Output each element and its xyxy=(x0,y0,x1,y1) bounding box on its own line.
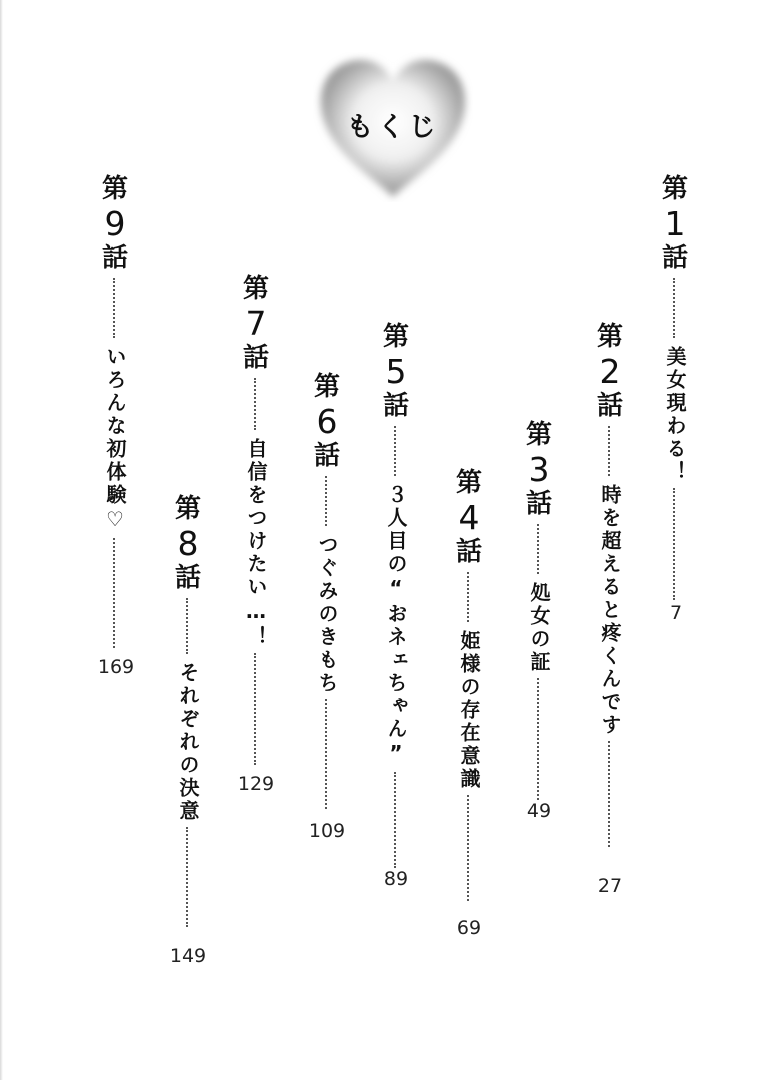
chapter-number: 9 xyxy=(104,204,126,243)
chapter-number: 4 xyxy=(458,498,480,537)
chapter-prefix: 第 xyxy=(525,420,552,450)
chapter-suffix: 話 xyxy=(525,489,552,519)
chapter-suffix: 話 xyxy=(174,563,201,593)
chapter-prefix: 第 xyxy=(174,494,201,524)
chapter-title: 処女の証 xyxy=(527,582,551,674)
chapter-2-entry xyxy=(588,322,632,847)
chapter-title: つぐみのきもち xyxy=(315,534,339,695)
leader-dots xyxy=(467,795,471,901)
chapter-number: 8 xyxy=(177,524,199,563)
chapter-number: 3 xyxy=(528,450,550,489)
chapter-8-page: 149 xyxy=(169,945,207,967)
leader-dots xyxy=(254,378,258,430)
page-edge xyxy=(0,0,3,1080)
chapter-3-page: 49 xyxy=(526,800,552,822)
leader-dots xyxy=(467,572,471,622)
leader-dots xyxy=(186,827,190,927)
leader-dots xyxy=(537,678,541,800)
chapter-1-entry xyxy=(653,174,697,600)
chapter-number: 5 xyxy=(385,352,407,391)
chapter-title: それぞれの決意 xyxy=(176,662,200,823)
leader-dots xyxy=(673,488,677,600)
chapter-number: 2 xyxy=(599,352,621,391)
chapter-number: 6 xyxy=(316,402,338,441)
toc-heart xyxy=(313,52,473,202)
leader-dots xyxy=(394,772,398,868)
chapter-suffix: 話 xyxy=(596,391,623,421)
chapter-prefix: 第 xyxy=(661,174,688,204)
chapter-7-page: 129 xyxy=(237,773,275,795)
chapter-prefix: 第 xyxy=(455,468,482,498)
leader-dots xyxy=(325,699,329,809)
chapter-title: 自信をつけたい…！ xyxy=(244,438,268,649)
chapter-suffix: 話 xyxy=(382,391,409,421)
leader-dots xyxy=(325,476,329,526)
chapter-suffix: 話 xyxy=(242,343,269,373)
chapter-1-page: 7 xyxy=(669,602,683,624)
chapter-suffix: 話 xyxy=(661,243,688,273)
chapter-suffix: 話 xyxy=(101,243,128,273)
chapter-suffix: 話 xyxy=(313,441,340,471)
chapter-5-entry xyxy=(374,322,418,868)
leader-dots xyxy=(113,278,117,338)
chapter-9-entry xyxy=(93,174,137,648)
chapter-title: ３人目の“おネェちゃん” xyxy=(384,484,408,768)
leader-dots xyxy=(186,598,190,654)
chapter-number: 1 xyxy=(664,204,686,243)
chapter-9-page: 169 xyxy=(97,656,135,678)
chapter-6-page: 109 xyxy=(308,820,346,842)
toc-title: もくじ xyxy=(346,112,440,143)
leader-dots xyxy=(673,278,677,338)
leader-dots xyxy=(608,741,612,847)
chapter-prefix: 第 xyxy=(242,274,269,304)
chapter-prefix: 第 xyxy=(596,322,623,352)
leader-dots xyxy=(537,524,541,574)
chapter-number: 7 xyxy=(245,304,267,343)
leader-dots xyxy=(113,538,117,648)
chapter-8-entry xyxy=(166,494,210,927)
chapter-title: 姫様の存在意識 xyxy=(457,630,481,791)
chapter-4-page: 69 xyxy=(456,917,482,939)
chapter-prefix: 第 xyxy=(313,372,340,402)
chapter-prefix: 第 xyxy=(382,322,409,352)
chapter-2-page: 27 xyxy=(597,875,623,897)
leader-dots xyxy=(608,426,612,476)
chapter-title: 時を超えると疼くんです xyxy=(598,484,622,737)
chapter-title: 美女現わる！ xyxy=(663,346,687,484)
chapter-title: いろんな初体験♡ xyxy=(103,346,127,534)
chapter-7-entry xyxy=(234,274,278,765)
chapter-3-entry xyxy=(517,420,561,800)
chapter-prefix: 第 xyxy=(101,174,128,204)
chapter-suffix: 話 xyxy=(455,537,482,567)
chapter-5-page: 89 xyxy=(383,868,409,890)
leader-dots xyxy=(254,653,258,765)
leader-dots xyxy=(394,426,398,476)
chapter-4-entry xyxy=(447,468,491,901)
chapter-6-entry xyxy=(305,372,349,809)
